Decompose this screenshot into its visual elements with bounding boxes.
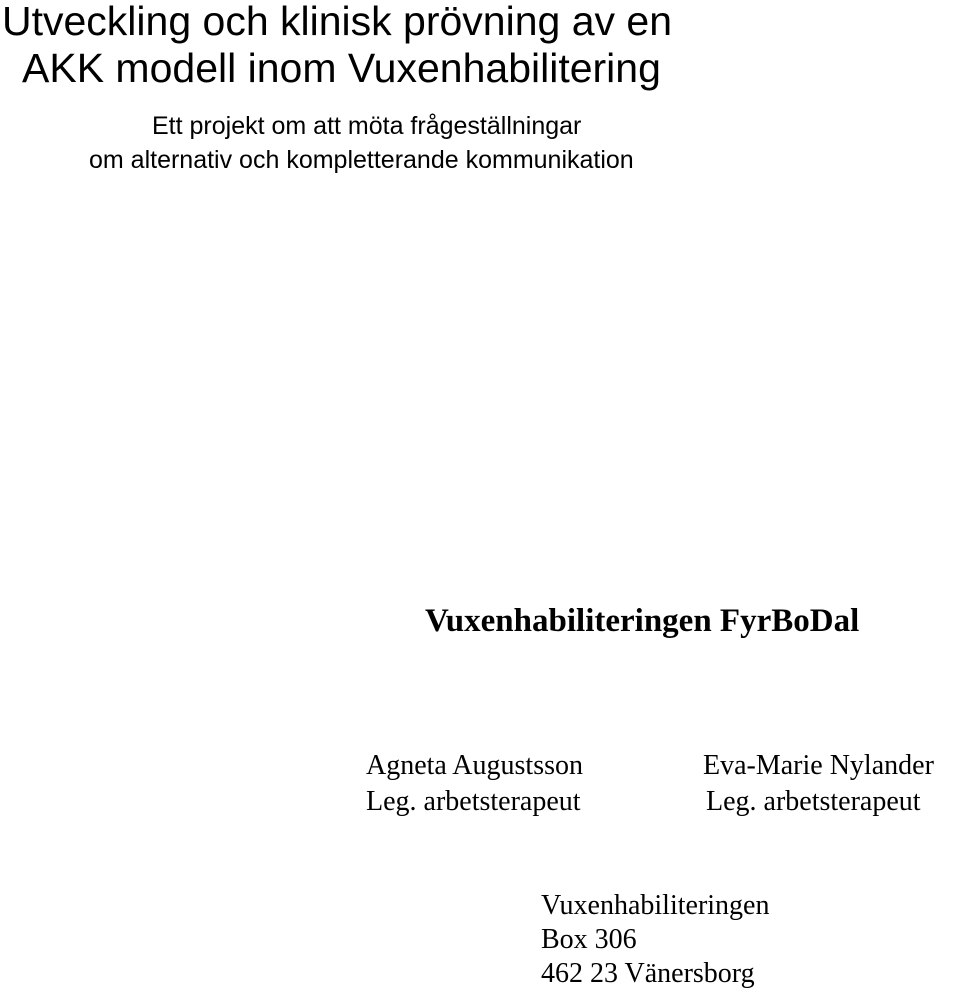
- address-line-3: 462 23 Vänersborg: [541, 958, 755, 989]
- document-title-line-2: AKK modell inom Vuxenhabilitering: [22, 45, 661, 91]
- author-2-name: Eva-Marie Nylander: [703, 750, 934, 781]
- author-1-name: Agneta Augustsson: [366, 750, 583, 781]
- address-line-1: Vuxenhabiliteringen: [541, 890, 770, 921]
- document-subtitle-line-2: om alternativ och kompletterande kommunikation: [89, 146, 634, 174]
- document-subtitle-line-1: Ett projekt om att möta frågeställningar: [152, 112, 582, 140]
- address-line-2: Box 306: [541, 924, 637, 955]
- document-title-line-1: Utveckling och klinisk prövning av en: [2, 0, 672, 44]
- author-2-role: Leg. arbetsterapeut: [706, 786, 921, 817]
- organization-name: Vuxenhabiliteringen FyrBoDal: [425, 603, 860, 639]
- author-1-role: Leg. arbetsterapeut: [366, 786, 581, 817]
